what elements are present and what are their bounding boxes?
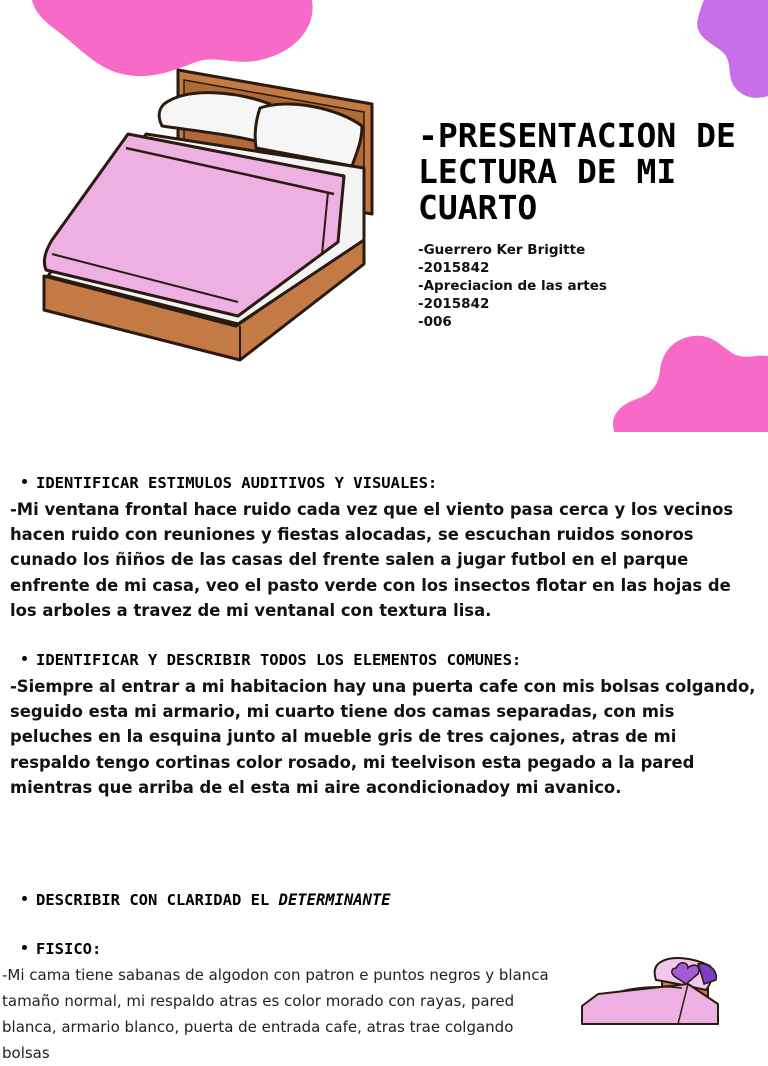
- bullet-dot: [22, 896, 27, 901]
- info-section: -006: [418, 314, 452, 330]
- paragraph-fisico: -Mi cama tiene sabanas de algodon con patron e puntos negros y blanca tamaño normal, mi respaldo atras es color morado con rayas, pared blanca, armario blanco, puerta de entrada cafe, atras trae colgando bolsas: [2, 966, 549, 1062]
- heading-determinante: DESCRIBIR CON CLARIDAD EL DETERMINANTE: [22, 891, 391, 909]
- info-name: -Guerrero Ker Brigitte: [418, 242, 586, 258]
- page-title: -PRESENTACION DE LECTURA DE MI CUARTO: [418, 116, 736, 227]
- purple-blob-top-right: [690, 0, 768, 100]
- paragraph-estimulos: -Mi ventana frontal hace ruido cada vez que el viento pasa cerca y los vecinos hacen ruido con reuniones y fiestas alocadas, se escuchan ruidos sonoros cunado los ñiños de las casas del frente salen a jugar futbol en el parque enfrente de mi casa, veo el pasto verde con los insectos flotar en las hojas de los arboles a travez de mi ventanal con textura lisa.: [10, 500, 734, 620]
- heading-emphasis: DETERMINANTE: [278, 891, 391, 909]
- bullet-dot: [22, 479, 27, 484]
- bed-illustration: [38, 64, 378, 364]
- info-course: -Apreciacion de las artes: [418, 278, 607, 294]
- paragraph-elementos: -Siempre al entrar a mi habitacion hay una puerta cafe con mis bolsas colgando, seguido esta mi armario, mi cuarto tiene dos camas separadas, con mis peluches en la esquina junto al mueble gris de tres cajones, atras de mi respaldo tengo cortinas color rosado, mi teelvison esta pegado a la pared mientras que arriba de el esta mi aire acondicionadoy mi avanico.: [10, 677, 756, 797]
- heading-estimulos: IDENTIFICAR ESTIMULOS AUDITIVOS Y VISUALES:: [22, 474, 437, 492]
- heading-elementos: IDENTIFICAR Y DESCRIBIR TODOS LOS ELEMENTOS COMUNES:: [22, 651, 521, 669]
- bullet-dot: [22, 656, 27, 661]
- heading-fisico: FISICO:: [22, 940, 101, 958]
- bullet-dot: [22, 945, 27, 950]
- author-info: [418, 241, 607, 331]
- info-id: -2015842: [418, 260, 490, 276]
- info-id-repeat: -2015842: [418, 296, 490, 312]
- small-bed-illustration: [578, 950, 728, 1024]
- pink-blob-right: [610, 336, 768, 432]
